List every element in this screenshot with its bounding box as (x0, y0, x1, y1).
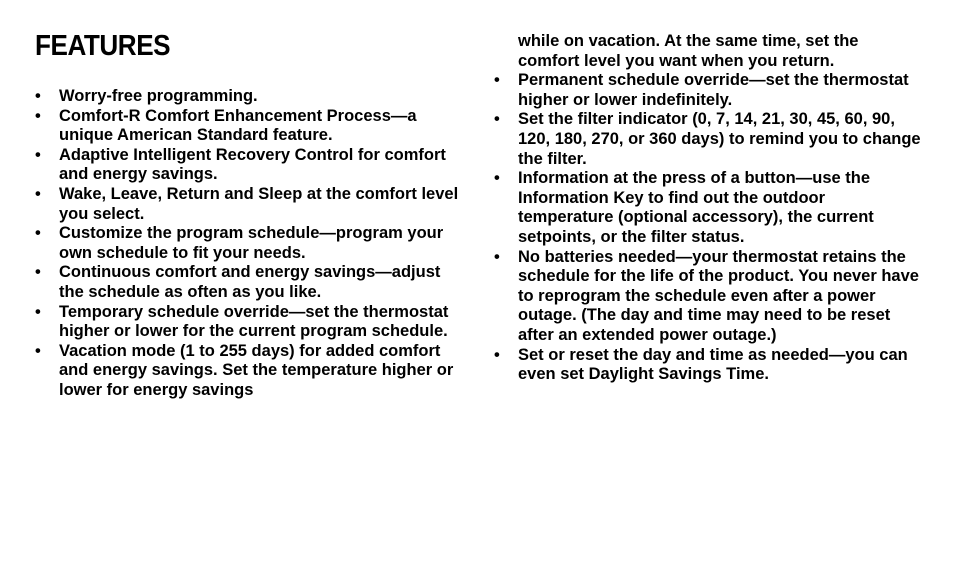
list-item-text: Continuous comfort and energy savings—adjust the schedule as often as you like. (59, 263, 441, 301)
list-item-text: Comfort-R Comfort Enhancement Process—a unique American Standard feature. (59, 106, 417, 145)
list-item (35, 224, 465, 263)
list-item (35, 303, 465, 342)
features-list-left (35, 87, 465, 401)
features-list-right (494, 32, 924, 385)
list-item-text: Temporary schedule override—set the thermostat higher or lower for the current program schedule. (59, 302, 449, 341)
list-item-text: Information at the press of a button—use the Information Key to find out the outdoor temperature (optional accessory), the current setpoints, or the filter status. (518, 169, 874, 246)
list-item (35, 107, 465, 146)
list-item (35, 263, 465, 302)
bullet-icon: • (494, 247, 500, 266)
list-item-text: Set or reset the day and time as needed—you can even set Daylight Savings Time. (518, 345, 908, 384)
bullet-icon: • (35, 87, 41, 105)
list-item-text: Adaptive Intelligent Recovery Control for comfort and energy savings. (59, 145, 446, 184)
bullet-icon: • (494, 110, 500, 129)
list-item-text: Customize the program schedule—program your own schedule to fit your needs. (59, 224, 444, 262)
list-item-continuation (494, 32, 924, 71)
bullet-icon: • (35, 145, 41, 164)
list-item-text: Permanent schedule override—set the thermostat higher or lower indefinitely. (518, 71, 909, 109)
bullet-icon: • (35, 184, 41, 203)
bullet-icon: • (35, 302, 41, 321)
list-item (494, 71, 924, 110)
list-item-text: Set the filter indicator (0, 7, 14, 21, 30, 45, 60, 90, 120, 180, 270, or 360 days) to remind you to change the filter. (518, 110, 921, 168)
list-item (35, 342, 465, 401)
list-item (35, 185, 465, 224)
bullet-icon: • (35, 341, 41, 360)
bullet-icon: • (494, 71, 500, 90)
list-item (494, 169, 924, 247)
bullet-icon: • (494, 345, 500, 364)
bullet-icon: • (494, 169, 500, 188)
list-item (35, 146, 465, 185)
page-title: FEATURES (35, 30, 171, 62)
list-item-text: Worry-free programming. (59, 87, 258, 105)
bullet-icon: • (35, 106, 41, 125)
bullet-icon: • (35, 263, 41, 282)
list-item (494, 346, 924, 385)
list-item-text: while on vacation. At the same time, set the comfort level you want when you return. (518, 32, 859, 70)
list-item (494, 110, 924, 169)
list-item-text: No batteries needed—your thermostat retains the schedule for the life of the product. You never have to reprogram the schedule even after a power outage. (The day and time may need to be reset after an extended power outage.) (518, 247, 919, 344)
bullet-icon: • (35, 224, 41, 243)
list-item-text: Wake, Leave, Return and Sleep at the comfort level you select. (59, 184, 459, 223)
list-item (35, 87, 465, 107)
list-item-text: Vacation mode (1 to 255 days) for added comfort and energy savings. Set the temperature higher or lower for energy savings (59, 341, 454, 399)
list-item (494, 248, 924, 346)
